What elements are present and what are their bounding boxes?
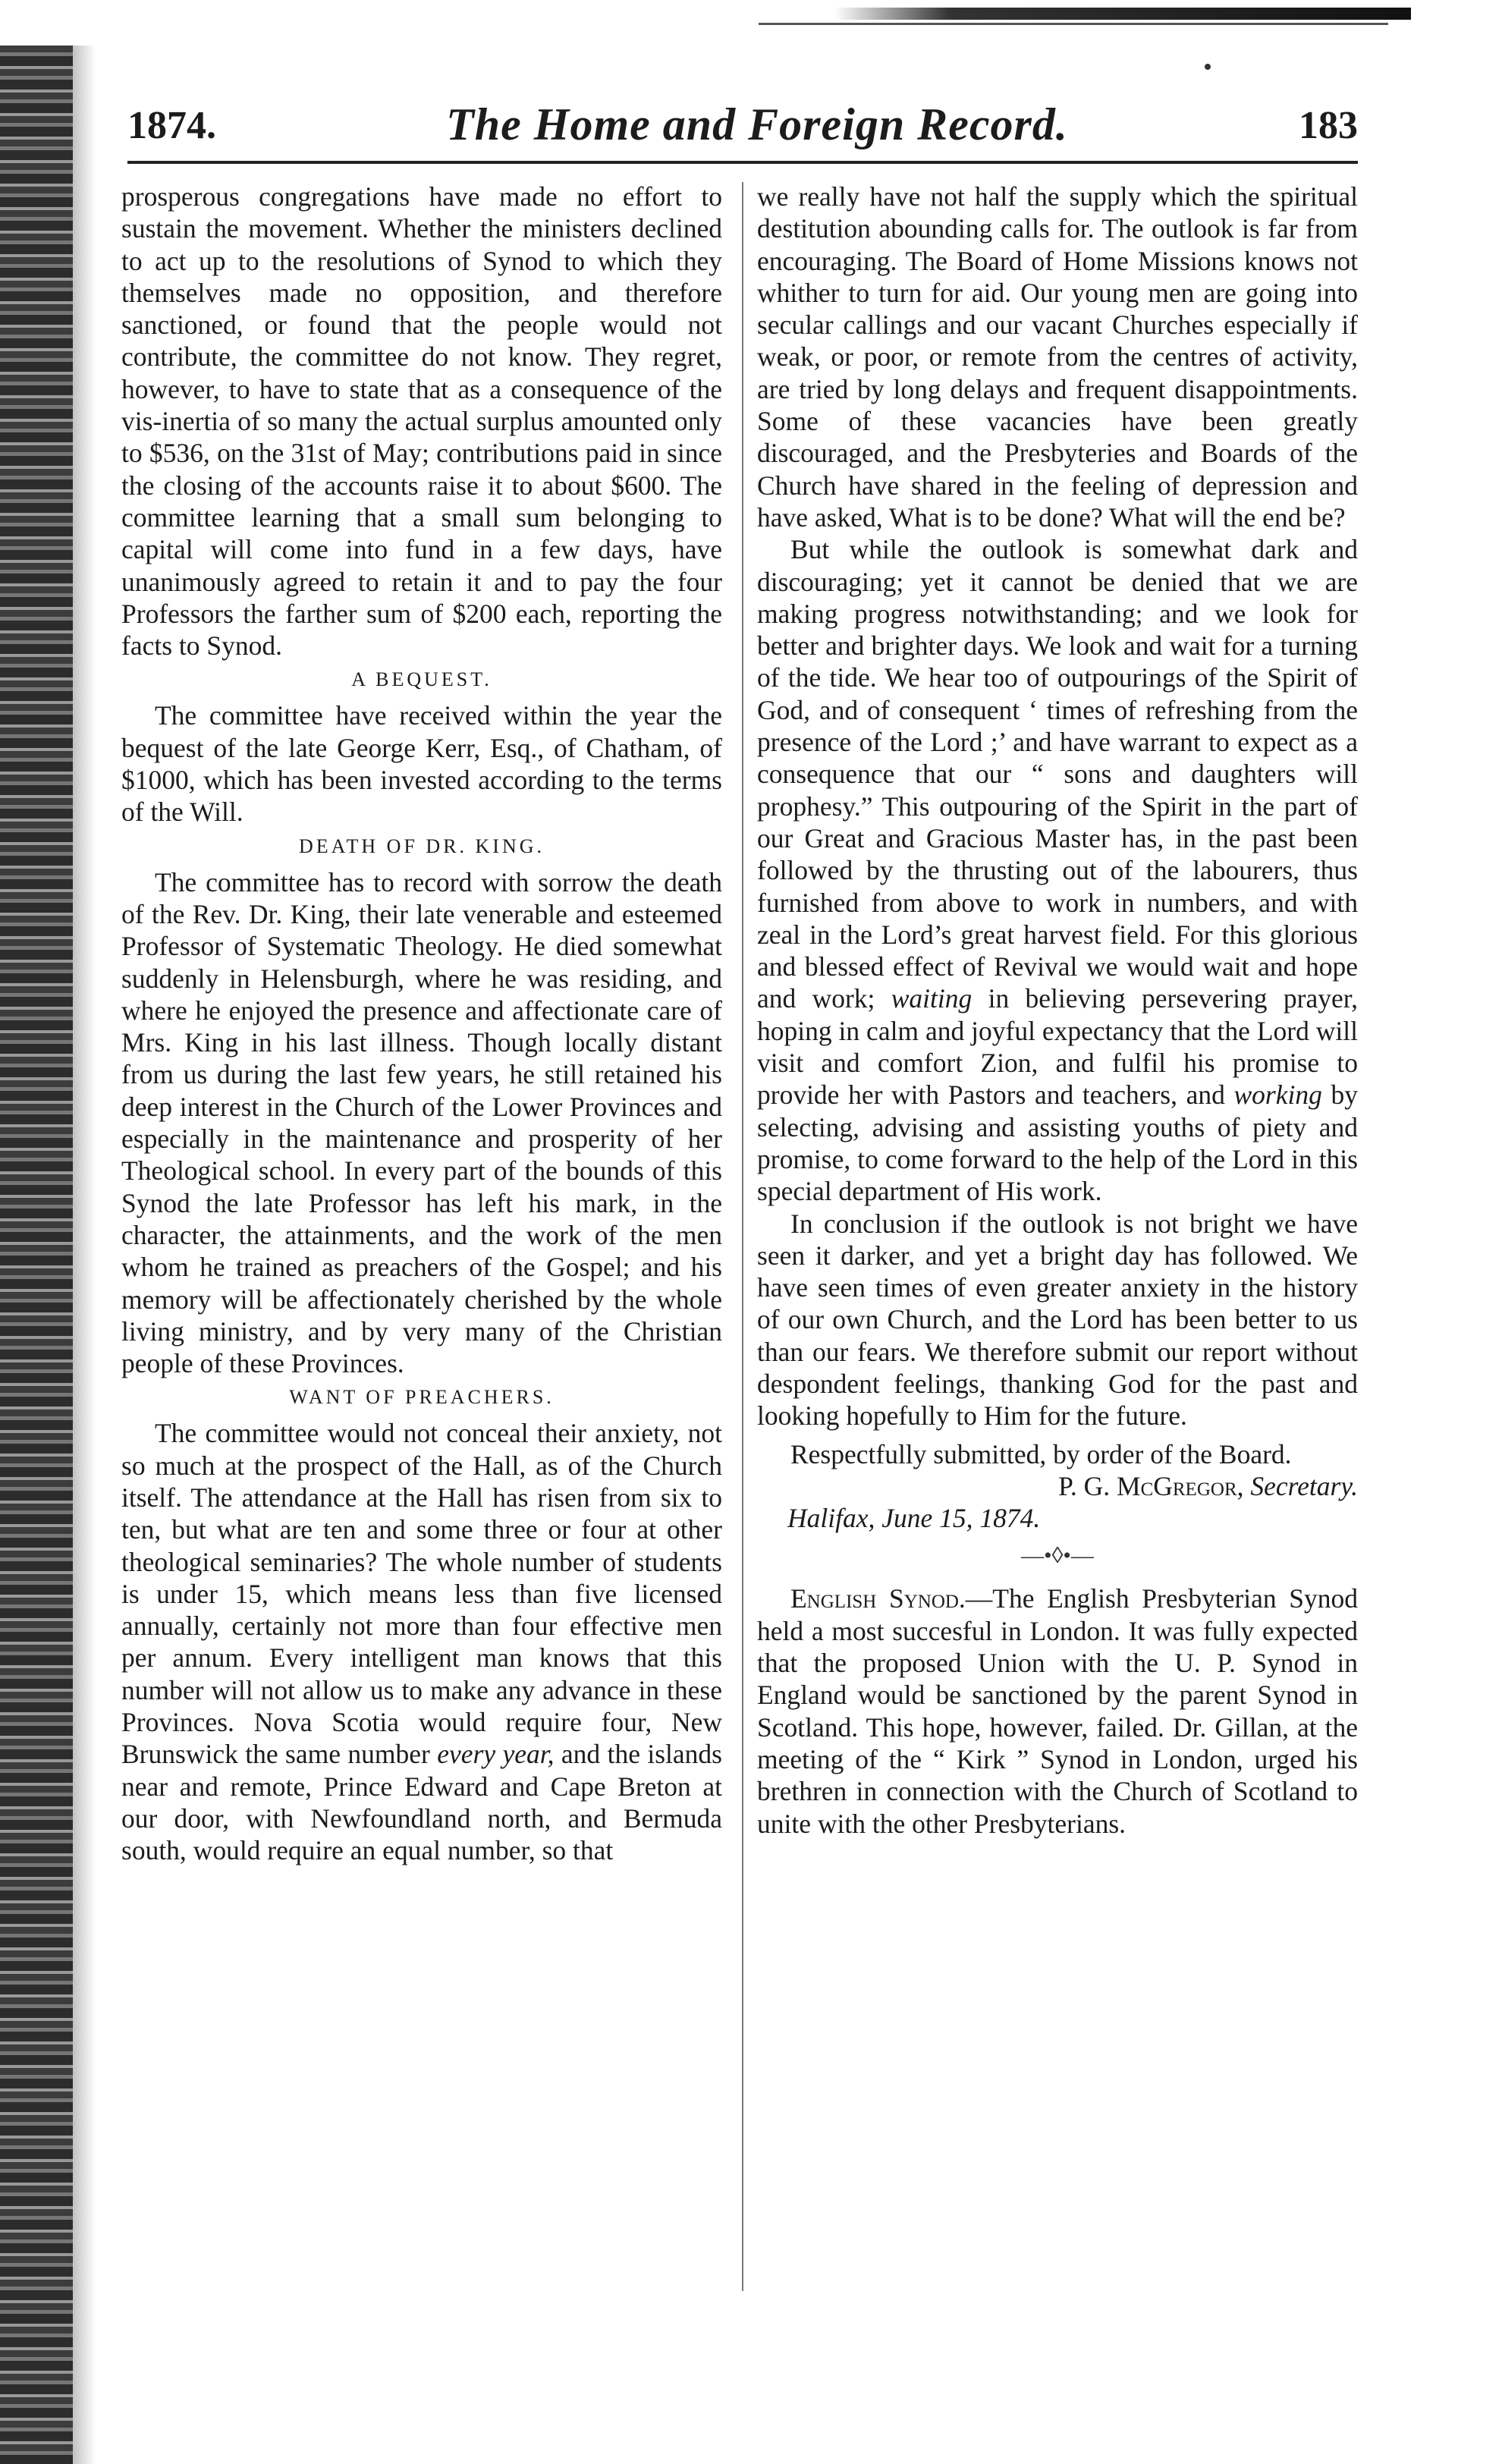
text-run: in believing persevering prayer, hoping in calm and joyful expectancy that the Lord will visit and comfort Zion, and fulfil his promise to provide her with Pastors and teachers, and xyxy=(757,983,1358,1111)
page-number: 183 xyxy=(1299,104,1358,147)
left-column xyxy=(121,181,722,1867)
section-ornament: —•◊•— xyxy=(1021,1543,1094,1569)
italic-run: waiting xyxy=(891,983,973,1014)
italic-run: working xyxy=(1233,1080,1322,1111)
signature xyxy=(757,1470,1358,1502)
paragraph-conclusion: In conclusion if the outlook is not bright we have seen it darker, and yet a bright day has followed. We have seen times of even greater anxiety in the history of our own Church, and the Lord has been better to us than our fears. We therefore submit our report without despondent feelings, thanking God for the past and looking hopefully to Him for the future. xyxy=(757,1208,1358,1432)
text-run: But while the outlook is somewhat dark and discouraging; yet it cannot be denied that we are making progress notwithstanding; and we look for better and brighter days. We look and wait for a turning of the tide. We hear too of outpourings of the Spirit of God, and of consequent ‘ times of refreshing from the presence of the Lord ;’ and have warrant to expect as a consequence that our “ sons and daughters will prophesy.” This outpouring of the Spirit in the part of our Great and Gracious Master has, in the past been followed by the thrusting out of the labourers, thus furnished from above to work in numbers, and with zeal in the Lord’s great harvest field. For this glorious and blessed effect of Revival we would wait and hope and work; xyxy=(757,534,1358,1014)
lead-in: English Synod. xyxy=(790,1583,966,1614)
binding-shadow xyxy=(73,46,96,2464)
column-divider xyxy=(742,182,743,2291)
text-run: and the islands near and remote, Prince Edward and Cape Breton at our door, with Newfoundland north, and Bermuda south, would require an equal number, so that xyxy=(121,1739,722,1866)
heading-bequest: A BEQUEST. xyxy=(351,668,492,691)
paragraph-dr-king: The committee has to record with sorrow the death of the Rev. Dr. King, their late venerable and esteemed Professor of Systematic Theology. He died somewhat suddenly in Helensburgh, where he was residing, and where he enjoyed the presence and affectionate care of Mrs. King in his last illness. Though locally distant from us during the last few years, he still retained his deep interest in the Church of the Lower Provinces and especially in the maintenance and prosperity of her Theological school. In every part of the bounds of this Synod the late Professor has left his mark, in the character, the attainments, and the work of the men whom he trained as preachers of the Gospel; and his memory will be affectionately cherished by the whole living ministry, and by very many of the Christian people of these Provinces. xyxy=(121,866,722,1379)
scanned-binding-edge xyxy=(0,46,73,2464)
italic-run: every year, xyxy=(437,1739,555,1770)
heading-death-of-dr-king: DEATH OF DR. KING. xyxy=(298,834,545,857)
text-run: The committee would not conceal their anxiety, not so much at the prospect of the Hall, as of the Church itself. The attendance at the Hall has risen from six to ten, but what are ten and some three or four at other theological seminaries? The whole number of students is under 15, which means less than five licensed annually, certainly not more than four effective men per annum. Every intelligent man knows that this number will not allow us to make any advance in these Provinces. Nova Scotia would require four, New Brunswick the same number xyxy=(121,1418,722,1770)
scan-artifact-line xyxy=(759,23,1388,25)
text-run: by selecting, advising and assisting youths of piety and promise, to come forward to the help of the Lord in this special department of His work. xyxy=(757,1080,1358,1207)
dateline xyxy=(757,1502,1358,1534)
date-place: Halifax, xyxy=(787,1503,875,1534)
paragraph-funds: prosperous congregations have made no effort to sustain the movement. Whether the ministers declined to act up to the resolutions of Synod to which they themselves made no opposition, and therefore sanctioned, or found that the people would not contribute, the committee do not know. They regret, however, to have to state that as a consequence of the vis-inertia of so many the actual surplus amounted only to $536, on the 31st of May; contributions paid in since the closing of the accounts raise it to about $600. The committee learning that a small sum belonging to capital will come into fund in a few days, have unanimously agreed to retain it and to pay the four Professors the farther sum of $200 each, reporting the facts to Synod. xyxy=(121,181,722,662)
right-column xyxy=(757,181,1358,1840)
scan-artifact-top xyxy=(834,8,1411,20)
header-rule xyxy=(127,161,1358,164)
date-value: June 15, 1874. xyxy=(881,1503,1041,1534)
paragraph-submitted: Respectfully submitted, by order of the Board. xyxy=(790,1438,1292,1469)
paragraph-outlook xyxy=(757,533,1358,1207)
heading-want-of-preachers: WANT OF PREACHERS. xyxy=(289,1386,555,1409)
page-header xyxy=(127,93,1358,153)
journal-title: The Home and Foreign Record. xyxy=(446,99,1068,149)
signatory-title: Secretary. xyxy=(1250,1470,1358,1501)
text-run: —The English Presbyterian Synod held a most succesful in London. It was fully expected that the proposed Union with the U. P. Synod in England would be sanctioned by the parent Synod in Scotland. This hope, however, failed. Dr. Gillan, at the meeting of the “ Kirk ” Synod in London, urged his brethren in connection with the Church of Scotland to unite with the other Presbyterians. xyxy=(757,1583,1358,1839)
paragraph-want-of-preachers xyxy=(121,1417,722,1866)
scan-speck xyxy=(1205,64,1211,70)
paragraph-supply: we really have not half the supply which the spiritual destitution abounding calls for. The outlook is far from encouraging. The Board of Home Missions knows not whither to turn for aid. Our young men are going into secular callings and our vacant Churches especially if weak, or poor, or remote from the centres of activity, are tried by long delays and frequent disappointments. Some of these vacancies have been greatly discouraged, and the Presbyteries and Boards of the Church have shared in the feeling of depression and have asked, What is to be done? What will the end be? xyxy=(757,181,1358,533)
paragraph-english-synod xyxy=(757,1582,1358,1839)
paragraph-bequest: The committee have received within the year the bequest of the late George Kerr, Esq., of Chatham, of $1000, which has been invested according to the terms of the Will. xyxy=(121,700,722,828)
header-year: 1874. xyxy=(127,104,216,147)
signatory-name: P. G. McGregor, xyxy=(1058,1470,1244,1501)
